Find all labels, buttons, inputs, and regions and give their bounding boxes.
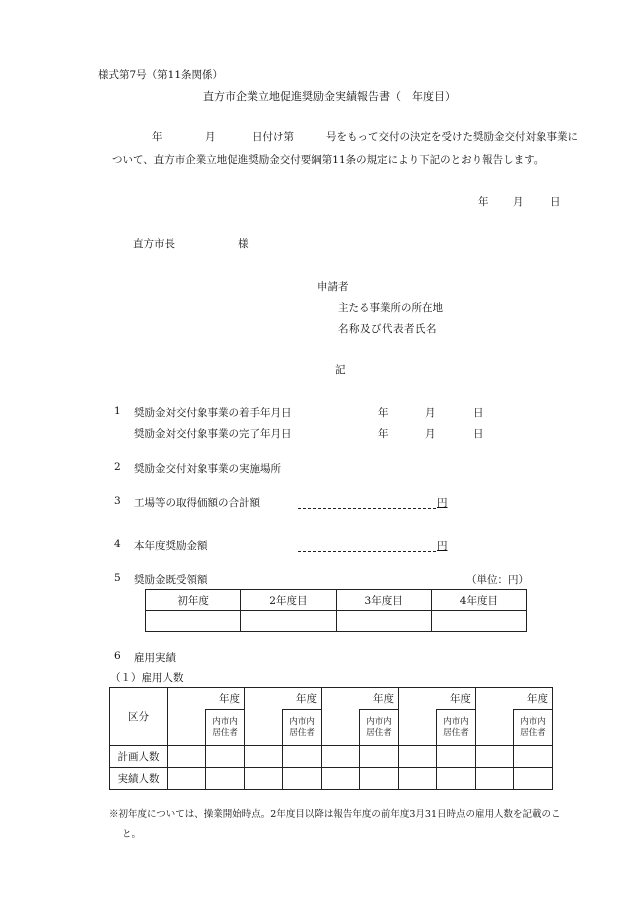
item1-end-year: 年 [378,428,389,440]
year-header-2: 年度 [244,688,321,710]
table-cell[interactable] [437,746,476,768]
table-cell[interactable] [475,746,513,768]
category-header: 区分 [110,688,168,746]
item6-sub-label: （１）雇用人数 [110,672,184,684]
received-value-year4[interactable] [431,611,526,632]
date-day: 日 [550,196,561,208]
applicant-address-label: 主たる事業所の所在地 [338,302,443,314]
item6-label: 雇用実績 [134,652,176,664]
year5-total-cell [475,710,513,746]
item1-start-day: 日 [473,407,484,419]
table-cell[interactable] [283,746,322,768]
applicant-label: 申請者 [317,281,349,293]
item2-label: 奨励金交付対象事業の実施場所 [134,463,281,475]
item1-end-day: 日 [473,428,484,440]
table-cell[interactable] [283,768,322,790]
table-cell[interactable] [321,746,359,768]
received-amount-table [145,589,527,632]
date-year: 年 [478,196,489,208]
table-cell[interactable] [398,768,436,790]
item5-unit-note: （単位：円） [466,574,529,586]
table-cell[interactable] [398,746,436,768]
table-cell[interactable] [244,768,282,790]
received-value-year3[interactable] [336,611,431,632]
applicant-name-label: 名称及び代表者氏名 [338,323,437,335]
table-cell[interactable] [360,746,399,768]
footnote-line1: ※初年度については、操業開始時点。2年度目以降は報告年度の前年度3月31日時点の雇用人数を記載のこ [109,809,561,820]
actual-row-label: 実績人数 [110,768,168,790]
footnote-line2: と。 [122,829,142,840]
body-date-ref: 日付け第 [252,131,294,143]
received-header-year3: 3年度目 [336,590,431,611]
table-cell[interactable] [475,768,513,790]
addressee-name: 直方市長 [133,238,175,250]
item6-number: 6 [114,650,121,662]
employment-table [109,687,553,790]
item5-label: 奨励金既受領額 [134,574,208,586]
year-header-1: 年度 [168,688,245,710]
received-value-year1[interactable] [146,611,241,632]
document-title: 直方市企業立地促進奨励金実績報告書（ 年度目） [203,90,456,103]
ki-heading: 記 [335,364,346,376]
item1-start-month: 月 [425,407,436,419]
item2-number: 2 [114,461,121,473]
item4-number: 4 [114,538,121,550]
actual-row [110,768,553,790]
year1-total-cell [168,710,206,746]
form-number: 様式第7号（第11条関係） [98,69,224,81]
table-cell[interactable] [321,768,359,790]
year-header-5: 年度 [475,688,552,710]
item1-end-month: 月 [425,428,436,440]
item3-amount-line[interactable] [298,508,436,509]
year3-total-cell [321,710,359,746]
year3-resident-header: 内市内居住者 [360,710,399,746]
received-header-year1: 初年度 [146,590,241,611]
body-month: 月 [205,131,216,143]
item4-label: 本年度奨励金額 [134,540,208,552]
planned-row-label: 計画人数 [110,746,168,768]
year-header-4: 年度 [398,688,475,710]
item5-number: 5 [114,572,121,584]
year-header-3: 年度 [321,688,398,710]
received-header-year4: 4年度目 [431,590,526,611]
year4-total-cell [398,710,436,746]
table-cell[interactable] [360,768,399,790]
year1-resident-header: 内市内居住者 [206,710,245,746]
table-cell[interactable] [514,746,553,768]
item1-start-label: 奨励金対交付象事業の着手年月日 [134,407,292,419]
table-cell[interactable] [244,746,282,768]
table-cell[interactable] [168,768,206,790]
planned-row [110,746,553,768]
body-year: 年 [152,131,163,143]
addressee-honorific: 様 [238,238,249,250]
year5-resident-header: 内市内居住者 [514,710,553,746]
table-cell[interactable] [168,746,206,768]
year4-resident-header: 内市内居住者 [437,710,476,746]
item4-unit: 円 [437,540,448,552]
body-line2: ついて、直方市企業立地促進奨励金交付要綱第11条の規定により下記のとおり報告します。 [112,154,545,166]
item3-unit: 円 [437,497,448,509]
item1-start-year: 年 [378,407,389,419]
item4-amount-line[interactable] [298,551,436,552]
table-cell[interactable] [206,746,245,768]
year2-resident-header: 内市内居住者 [283,710,322,746]
item3-label: 工場等の取得価額の合計額 [134,497,260,509]
body-line1-end: 号をもって交付の決定を受けた奨励金交付対象事業に [326,131,578,143]
item1-end-label: 奨励金対交付象事業の完了年月日 [134,428,292,440]
table-cell[interactable] [437,768,476,790]
table-cell[interactable] [514,768,553,790]
received-value-year2[interactable] [241,611,336,632]
table-cell[interactable] [206,768,245,790]
item1-number: 1 [114,405,121,417]
received-header-year2: 2年度目 [241,590,336,611]
year2-total-cell [244,710,282,746]
date-month: 月 [513,196,524,208]
item3-number: 3 [114,495,121,507]
